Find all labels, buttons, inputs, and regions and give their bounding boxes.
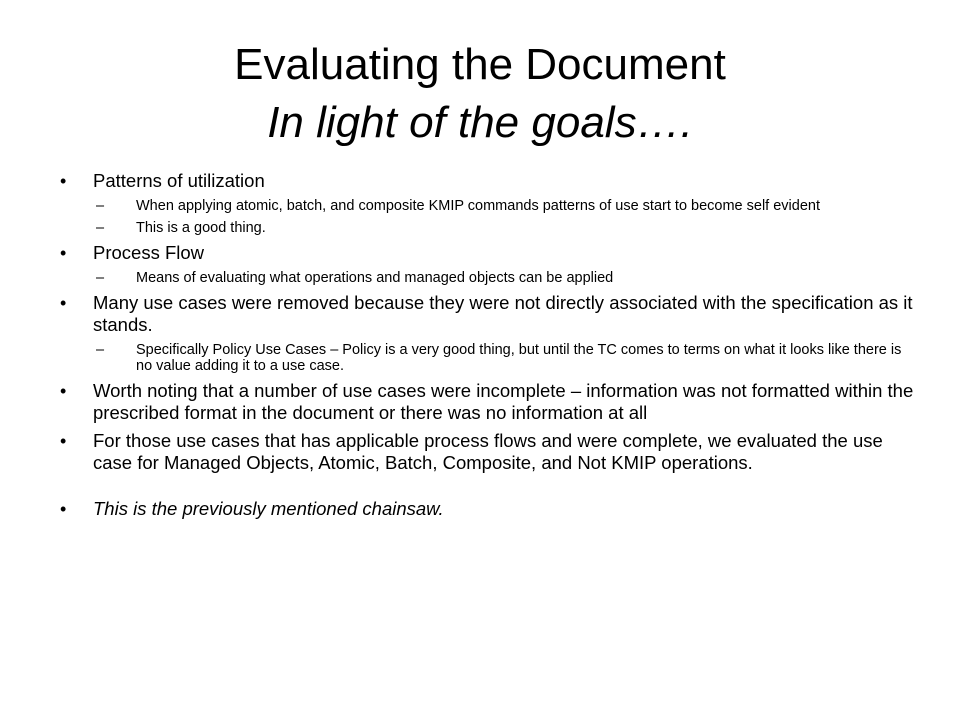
title-line-2: In light of the goals…. <box>267 98 693 147</box>
sub-bullet-text: Specifically Policy Use Cases – Policy is a very good thing, but until the TC comes to terms on what it looks like there is no value adding it to a use case. <box>136 342 902 374</box>
bullet-text: Patterns of utilization <box>93 170 265 191</box>
bullet-text: For those use cases that has applicable process flows and were complete, we evaluated the use case for Managed Objects, Atomic, Batch, Composite, and Not KMIP operations. <box>93 430 883 473</box>
bullet-icon: • <box>60 243 67 263</box>
dash-icon: – <box>96 198 105 214</box>
sub-bullet-text: This is a good thing. <box>136 220 266 236</box>
bullet-item <box>60 242 920 264</box>
bullet-text: Process Flow <box>93 242 205 263</box>
bullet-icon: • <box>60 381 67 401</box>
title-line-1: Evaluating the Document <box>234 40 726 89</box>
bullet-icon: • <box>60 171 67 191</box>
bullet-item <box>60 170 920 192</box>
sub-bullet-text: When applying atomic, batch, and composite KMIP commands patterns of use start to become self evident <box>136 198 820 214</box>
bullet-list <box>60 170 920 526</box>
bullet-icon: • <box>60 293 67 313</box>
dash-icon: – <box>96 220 105 236</box>
bullet-item <box>60 292 920 336</box>
bullet-text: This is the previously mentioned chainsaw. <box>93 498 444 519</box>
bullet-item <box>60 430 920 474</box>
bullet-text: Many use cases were removed because they were not directly associated with the specification as it stands. <box>93 292 913 335</box>
bullet-icon: • <box>60 499 67 519</box>
dash-icon: – <box>96 342 105 358</box>
sub-bullet-text: Means of evaluating what operations and managed objects can be applied <box>136 270 614 286</box>
bullet-icon: • <box>60 431 67 451</box>
sub-bullet-item <box>93 198 920 214</box>
slide-title <box>60 36 900 152</box>
sub-bullet-item <box>93 270 920 286</box>
bullet-item <box>60 380 920 424</box>
dash-icon: – <box>96 270 105 286</box>
spacer <box>60 480 920 498</box>
sub-bullet-item <box>93 220 920 236</box>
bullet-text: Worth noting that a number of use cases were incomplete – information was not formatted within the prescribed format in the document or there was no information at all <box>93 380 914 423</box>
sub-bullet-item <box>93 342 920 374</box>
bullet-item <box>60 498 920 520</box>
